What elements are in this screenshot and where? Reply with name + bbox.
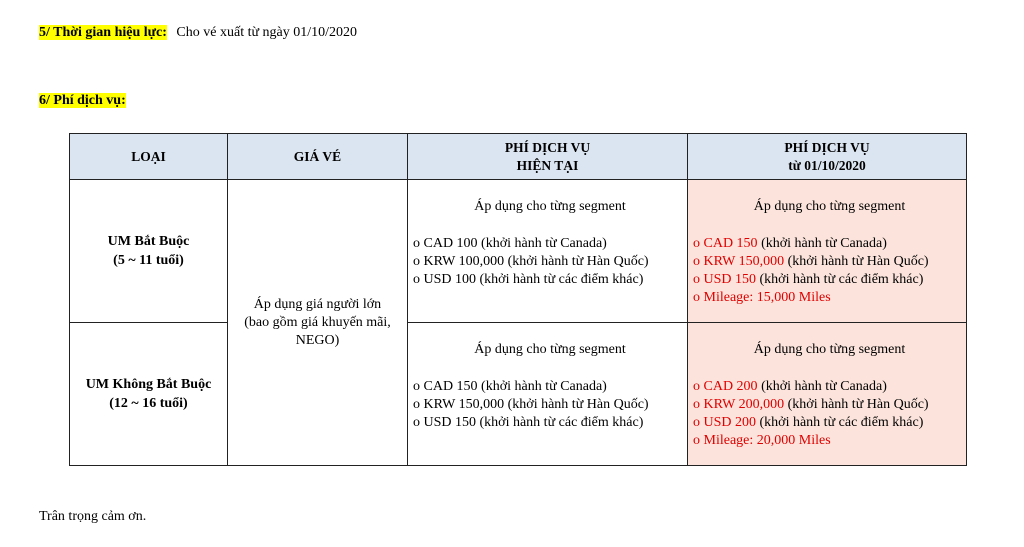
price-note-line2: (bao gồm giá khuyến mãi, bbox=[244, 314, 391, 330]
list-item bbox=[693, 414, 966, 432]
header-current-fee bbox=[408, 134, 688, 180]
fee-amount: o KRW 150,000 bbox=[693, 254, 785, 269]
closing-text: Trân trọng cảm ơn. bbox=[39, 509, 147, 524]
list-item bbox=[693, 235, 966, 253]
row1-type-line1: UM Bắt Buộc bbox=[107, 234, 190, 249]
header-new-line2: từ 01/10/2020 bbox=[788, 157, 866, 173]
section6-heading: 6/ Phí dịch vụ: bbox=[39, 93, 126, 108]
fee-amount: o Mileage: 15,000 Miles bbox=[693, 290, 831, 305]
fee-origin: (khởi hành từ Hàn Quốc) bbox=[784, 397, 929, 412]
list-item: o USD 100 (khởi hành từ các điểm khác) bbox=[413, 272, 644, 287]
row2-current-segment: Áp dụng cho từng segment bbox=[474, 342, 626, 357]
price-note-cell bbox=[228, 180, 408, 466]
list-item bbox=[693, 289, 966, 307]
fee-origin: (khởi hành từ Canada) bbox=[757, 236, 887, 251]
fee-amount: o USD 200 bbox=[693, 415, 757, 430]
section5-text: Cho vé xuất từ ngày 01/10/2020 bbox=[176, 25, 358, 40]
section6-line bbox=[39, 93, 126, 109]
row2-new-fee bbox=[688, 323, 967, 466]
row2-new-segment: Áp dụng cho từng segment bbox=[753, 342, 906, 357]
list-item: o CAD 100 (khởi hành từ Canada) bbox=[413, 236, 607, 251]
row1-new-fee bbox=[688, 180, 967, 323]
row2-type bbox=[70, 323, 228, 466]
row2-type-line1: UM Không Bắt Buộc bbox=[85, 377, 212, 392]
row1-type-line2: (5 ~ 11 tuổi) bbox=[113, 253, 184, 268]
row1-current-segment: Áp dụng cho từng segment bbox=[474, 199, 626, 214]
fee-origin: (khởi hành từ các điểm khác) bbox=[756, 415, 924, 430]
header-price: GIÁ VÉ bbox=[228, 134, 408, 180]
list-item: o KRW 100,000 (khởi hành từ Hàn Quốc) bbox=[413, 254, 649, 269]
section5-line bbox=[39, 25, 357, 41]
price-note-line1: Áp dụng giá người lớn bbox=[253, 296, 382, 312]
fee-amount: o CAD 150 bbox=[693, 236, 758, 251]
row2-type-line2: (12 ~ 16 tuổi) bbox=[109, 396, 188, 411]
section5-heading: 5/ Thời gian hiệu lực: bbox=[39, 25, 167, 40]
fee-origin: (khởi hành từ các điểm khác) bbox=[756, 272, 924, 287]
header-new-line1: PHÍ DỊCH VỤ bbox=[784, 139, 870, 155]
header-current-line2: HIỆN TẠI bbox=[516, 157, 579, 173]
list-item: o KRW 150,000 (khởi hành từ Hàn Quốc) bbox=[413, 397, 649, 412]
fee-origin: (khởi hành từ Canada) bbox=[757, 379, 887, 394]
table-row bbox=[70, 180, 967, 323]
fee-amount: o KRW 200,000 bbox=[693, 397, 785, 412]
fee-amount: o USD 150 bbox=[693, 272, 757, 287]
header-new-fee bbox=[688, 134, 967, 180]
row2-current-fee bbox=[408, 323, 688, 466]
fee-amount: o CAD 200 bbox=[693, 379, 758, 394]
price-note-line3: NEGO) bbox=[295, 332, 340, 348]
list-item bbox=[693, 253, 966, 271]
header-type: LOẠI bbox=[70, 134, 228, 180]
row1-type bbox=[70, 180, 228, 323]
list-item bbox=[693, 271, 966, 289]
fee-origin: (khởi hành từ Hàn Quốc) bbox=[784, 254, 929, 269]
list-item bbox=[693, 396, 966, 414]
list-item bbox=[693, 432, 966, 450]
list-item bbox=[693, 378, 966, 396]
list-item: o CAD 150 (khởi hành từ Canada) bbox=[413, 379, 607, 394]
fee-amount: o Mileage: 20,000 Miles bbox=[693, 433, 831, 448]
table-header-row bbox=[70, 134, 967, 180]
row1-current-fee bbox=[408, 180, 688, 323]
header-current-line1: PHÍ DỊCH VỤ bbox=[504, 139, 591, 155]
list-item: o USD 150 (khởi hành từ các điểm khác) bbox=[413, 415, 644, 430]
service-fee-table bbox=[69, 133, 967, 466]
table-row bbox=[70, 323, 967, 466]
row1-new-segment: Áp dụng cho từng segment bbox=[753, 199, 906, 214]
